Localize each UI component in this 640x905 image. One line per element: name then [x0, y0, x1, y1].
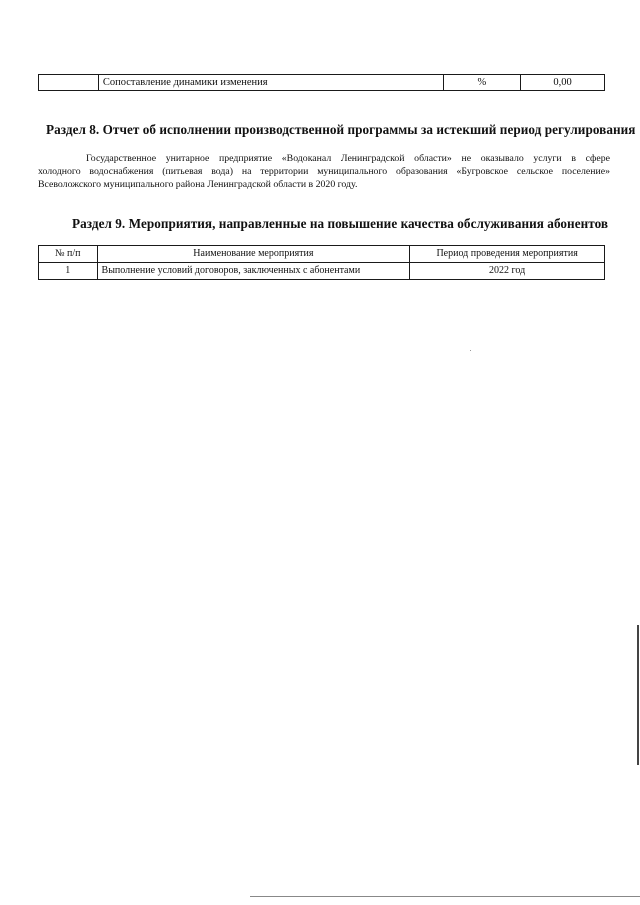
section-8-paragraph [38, 152, 610, 191]
scan-speck [470, 350, 471, 351]
column-header-number: № п/п [39, 246, 98, 263]
table-cell-indicator-name: Сопоставление динамики изменения [98, 75, 443, 91]
column-header-measure-name: Наименование мероприятия [97, 246, 410, 263]
section-8-title: Раздел 8. Отчет об исполнении производственной программы за истекший период регулирования [46, 122, 636, 137]
table-cell-value: 0,00 [521, 75, 605, 91]
table-cell-measure-name: Выполнение условий договоров, заключенных с абонентами [97, 263, 410, 280]
column-header-period: Период проведения мероприятия [410, 246, 605, 263]
scan-bottom-line [250, 896, 640, 897]
measures-table [38, 245, 605, 280]
table-cell-number [39, 75, 99, 91]
scan-edge-mark [637, 625, 639, 765]
paragraph-line: холодного водоснабжения (питьевая вода) на территории муниципального образования «Бугровское сельское поселение» [38, 166, 610, 177]
table-cell-unit: % [443, 75, 521, 91]
table-row [39, 263, 605, 280]
section-9-title: Раздел 9. Мероприятия, направленные на повышение качества обслуживания абонентов [72, 216, 609, 231]
paragraph-line: Государственное унитарное предприятие «Водоканал Ленинградской области» не оказывало услуги в сфере [86, 153, 610, 164]
table-cell-period: 2022 год [410, 263, 605, 280]
indicator-table-continuation [38, 74, 605, 91]
table-row [39, 75, 605, 91]
paragraph-line: Всеволожского муниципального района Ленинградской области в 2020 году. [38, 179, 358, 190]
table-cell-number: 1 [39, 263, 98, 280]
table-header-row [39, 246, 605, 263]
